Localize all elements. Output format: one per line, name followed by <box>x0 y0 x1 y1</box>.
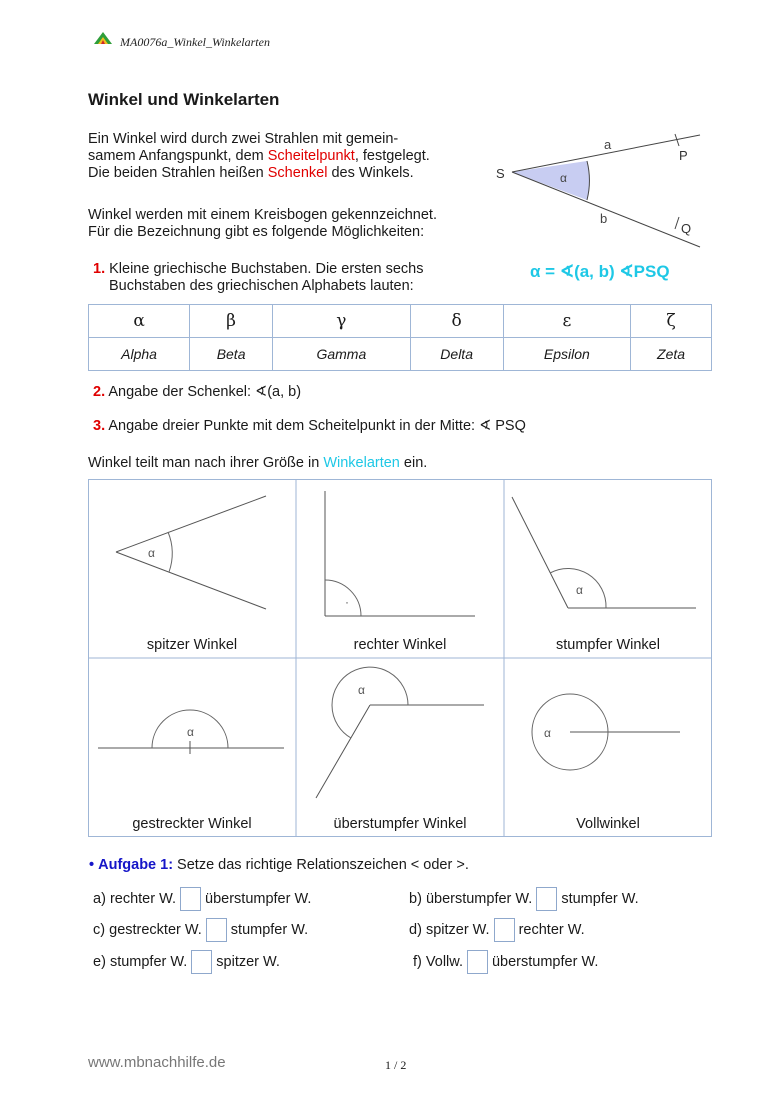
full-angle-figure <box>532 694 680 770</box>
vertex-label: S <box>496 166 505 181</box>
angle-diagram <box>490 125 710 255</box>
exercise-id: c) <box>93 922 106 938</box>
greek-symbol-cell: δ <box>410 305 503 338</box>
angle-types-grid <box>88 479 712 837</box>
greek-letters-table <box>88 304 712 371</box>
intro-paragraph-2: Winkel werden mit einem Kreisbogen gekennzeichnet. Für die Bezeichnung gibt es folgende Möglichkeiten: <box>88 207 437 240</box>
greek-name-cell: Zeta <box>631 338 712 371</box>
greek-name-cell: Beta <box>190 338 273 371</box>
greek-symbol-cell: γ <box>273 305 411 338</box>
right-angle-figure <box>325 491 475 616</box>
exercise-item <box>413 950 598 974</box>
reflex-alpha: α <box>358 683 365 697</box>
angle-alpha-label: α <box>560 171 567 185</box>
exercise-right: überstumpfer W. <box>205 891 312 907</box>
obtuse-alpha: α <box>576 583 583 597</box>
exercise-item <box>409 918 585 942</box>
exercise-right: überstumpfer W. <box>491 954 599 970</box>
exercise-id: b) <box>409 891 422 907</box>
caption-obtuse: stumpfer Winkel <box>556 637 660 653</box>
greek-name-cell: Delta <box>410 338 503 371</box>
exercise-right: rechter W. <box>518 922 585 938</box>
greek-symbol-cell: α <box>89 305 190 338</box>
relation-answer-box[interactable] <box>536 887 557 911</box>
straight-angle-figure <box>98 710 284 754</box>
list-item-2: 2. Angabe der Schenkel: ∢(a, b) <box>93 384 302 400</box>
term-winkelarten: Winkelarten <box>323 455 400 471</box>
exercise-item <box>93 887 311 911</box>
right-angle-dot: · <box>345 595 349 609</box>
exercise-left: rechter W. <box>109 891 177 907</box>
caption-full: Vollwinkel <box>576 816 640 832</box>
arm-a-label: a <box>604 137 612 152</box>
reflex-angle-figure <box>316 667 484 798</box>
caption-acute: spitzer Winkel <box>146 637 238 653</box>
straight-alpha: α <box>187 725 194 739</box>
angle-notation-formula: α = ∢(a, b) ∢PSQ <box>530 262 670 281</box>
caption-reflex: überstumpfer Winkel <box>333 816 467 832</box>
exercise-item <box>93 950 280 974</box>
intro-paragraph-1: Ein Winkel wird durch zwei Strahlen mit gemein- samem Anfangspunkt, dem Scheitelpunkt, festgelegt. Die beiden Strahlen heißen Schenkel des Winkels. <box>88 131 430 181</box>
greek-name-cell: Epsilon <box>503 338 630 371</box>
exercise-item <box>93 918 308 942</box>
relation-answer-box[interactable] <box>494 918 515 942</box>
exercise-right: spitzer W. <box>216 954 280 970</box>
caption-straight: gestreckter Winkel <box>132 816 252 832</box>
relation-answer-box[interactable] <box>191 950 212 974</box>
greek-name-cell: Alpha <box>89 338 190 371</box>
relation-answer-box[interactable] <box>206 918 227 942</box>
greek-symbol-cell: ε <box>503 305 630 338</box>
point-q-label: Q <box>681 221 692 236</box>
angle-types-intro: Winkel teilt man nach ihrer Größe in Winkelarten ein. <box>88 455 428 471</box>
exercise-id: e) <box>93 954 106 970</box>
term-scheitelpunkt: Scheitelpunkt <box>267 148 355 164</box>
exercise-id: f) <box>413 954 422 970</box>
exercise-left: überstumpfer W. <box>425 891 533 907</box>
page-number: 1 / 2 <box>385 1058 407 1072</box>
exercise-id: d) <box>409 922 422 938</box>
full-alpha: α <box>544 726 551 740</box>
acute-angle-figure <box>116 496 266 609</box>
arm-b-label: b <box>600 211 608 226</box>
acute-alpha: α <box>148 546 155 560</box>
exercise-right: stumpfer W. <box>561 891 639 907</box>
relation-answer-box[interactable] <box>467 950 488 974</box>
greek-symbol-cell: β <box>190 305 273 338</box>
exercise-id: a) <box>93 891 106 907</box>
exercise-right: stumpfer W. <box>230 922 309 938</box>
greek-name-cell: Gamma <box>273 338 411 371</box>
task-heading: • Aufgabe 1: Setze das richtige Relationszeichen < oder >. <box>89 857 469 873</box>
exercise-item <box>409 887 639 911</box>
exercise-left: spitzer W. <box>425 922 490 938</box>
logo-icon <box>92 30 114 46</box>
list-item-1: 1. Kleine griechische Buchstaben. Die ersten sechs Buchstaben des griechischen Alphabets lauten: <box>93 261 424 294</box>
caption-right: rechter Winkel <box>353 637 447 653</box>
greek-symbol-cell: ζ <box>631 305 712 338</box>
exercise-left: stumpfer W. <box>109 954 188 970</box>
term-schenkel: Schenkel <box>267 165 328 181</box>
exercise-left: gestreckter W. <box>109 922 202 938</box>
obtuse-angle-figure <box>512 497 696 608</box>
footer-site: www.mbnachhilfe.de <box>88 1054 226 1071</box>
point-p-label: P <box>679 148 688 163</box>
list-item-3: 3. Angabe dreier Punkte mit dem Scheitelpunkt in der Mitte: ∢ PSQ <box>93 418 526 434</box>
page-title: Winkel und Winkelarten <box>88 90 280 109</box>
document-code: MA0076a_Winkel_Winkelarten <box>120 35 270 49</box>
exercise-left: Vollw. <box>425 954 463 970</box>
relation-answer-box[interactable] <box>180 887 201 911</box>
